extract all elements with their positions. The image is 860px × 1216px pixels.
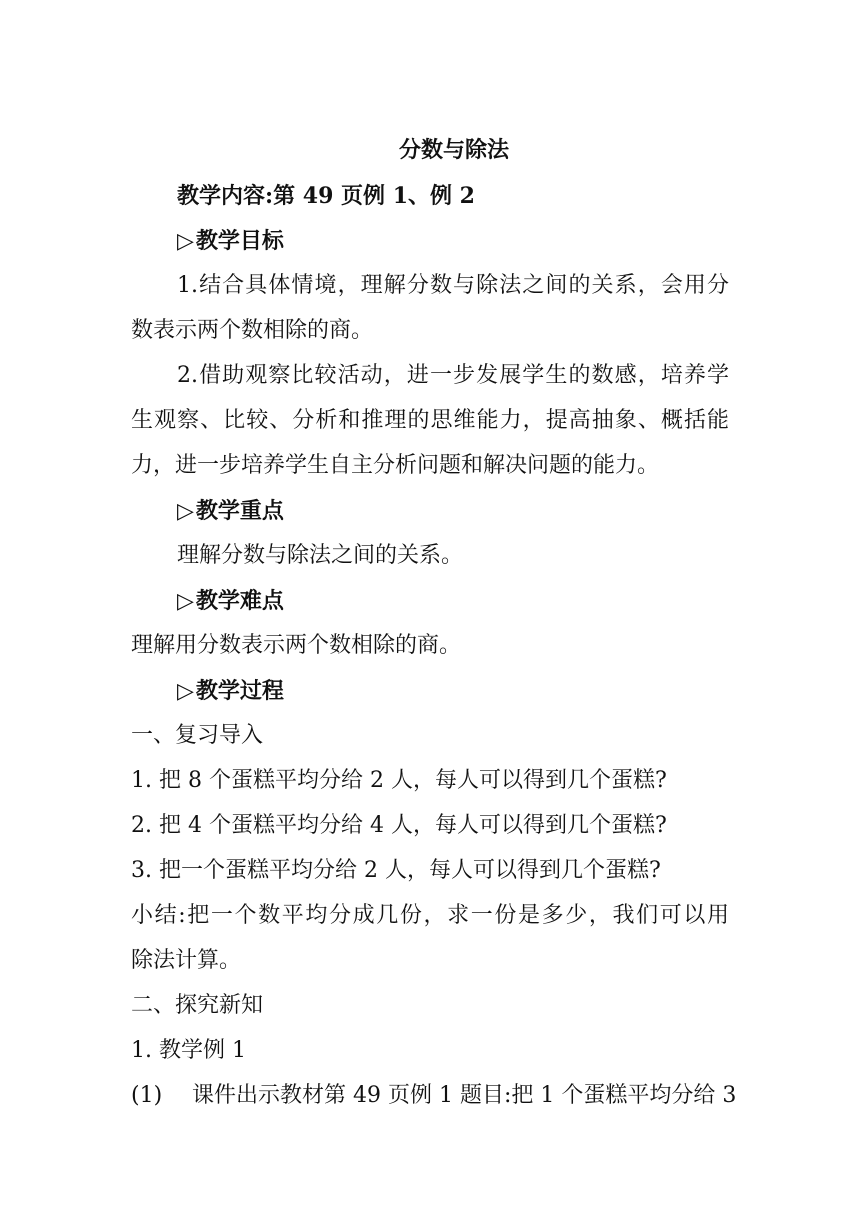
sub-item-label: (1) — [131, 1083, 163, 1108]
key-points-heading — [177, 496, 284, 526]
difficulty-text: 理解用分数表示两个数相除的商。 — [131, 633, 462, 658]
difficulty-heading-text: 教学难点 — [195, 588, 284, 614]
objective-1-line-2: 数表示两个数相除的商。 — [131, 318, 374, 343]
key-points-text: 理解分数与除法之间的关系。 — [177, 543, 464, 568]
triangle-bullet-icon: ▷ — [177, 228, 194, 254]
difficulty-heading — [177, 586, 284, 616]
example-1-heading: 1. 教学例 1 — [131, 1038, 246, 1063]
objectives-heading-text: 教学目标 — [195, 228, 284, 254]
objectives-heading — [177, 226, 284, 256]
objective-2-line-1: 2.借助观察比较活动，进一步发展学生的数感，培养学 — [177, 363, 729, 388]
triangle-bullet-icon: ▷ — [177, 678, 194, 704]
sub-item-text: 课件出示教材第 49 页例 1 题目:把 1 个蛋糕平均分给 3 — [192, 1083, 737, 1108]
explore-heading: 二、探究新知 — [131, 993, 264, 1018]
objective-2-line-2: 生观察、比较、分析和推理的思维能力，提高抽象、概括能 — [131, 408, 729, 433]
summary-line-1: 小结:把一个数平均分成几份，求一份是多少，我们可以用 — [131, 903, 729, 928]
review-question-3: 3. 把一个蛋糕平均分给 2 人，每人可以得到几个蛋糕? — [131, 858, 661, 883]
key-points-heading-text: 教学重点 — [195, 498, 284, 524]
review-heading: 一、复习导入 — [131, 723, 264, 748]
objective-1-line-1: 1.结合具体情境，理解分数与除法之间的关系，会用分 — [177, 273, 729, 298]
teaching-content-line: 教学内容:第 49 页例 1、例 2 — [177, 183, 475, 209]
triangle-bullet-icon: ▷ — [177, 498, 194, 524]
summary-line-2: 除法计算。 — [131, 948, 242, 973]
triangle-bullet-icon: ▷ — [177, 588, 194, 614]
process-heading — [177, 676, 284, 706]
review-question-2: 2. 把 4 个蛋糕平均分给 4 人，每人可以得到几个蛋糕? — [131, 813, 667, 838]
page-title: 分数与除法 — [398, 137, 509, 163]
process-heading-text: 教学过程 — [195, 678, 284, 704]
objective-2-line-3: 力，进一步培养学生自主分析问题和解决问题的能力。 — [131, 453, 660, 478]
review-question-1: 1. 把 8 个蛋糕平均分给 2 人，每人可以得到几个蛋糕? — [131, 768, 667, 793]
